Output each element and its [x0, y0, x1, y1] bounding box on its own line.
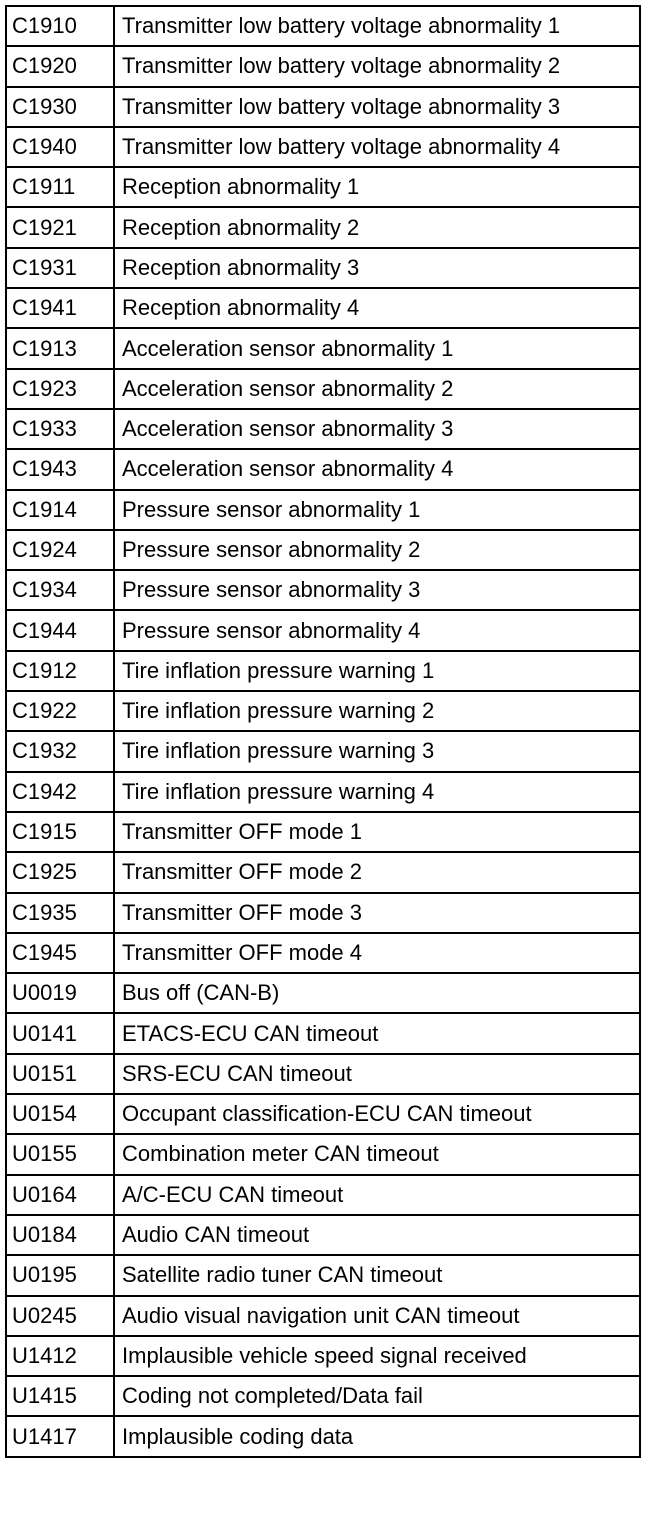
table-row [6, 328, 640, 368]
dtc-code-cell: U0154 [6, 1094, 114, 1134]
dtc-code-cell: U0155 [6, 1134, 114, 1174]
dtc-description-cell: Pressure sensor abnormality 1 [114, 490, 640, 530]
dtc-description-cell: Tire inflation pressure warning 4 [114, 772, 640, 812]
dtc-code-cell: C1945 [6, 933, 114, 973]
table-row [6, 1175, 640, 1215]
table-row [6, 46, 640, 86]
table-row [6, 369, 640, 409]
dtc-description-cell: Tire inflation pressure warning 3 [114, 731, 640, 771]
table-row [6, 127, 640, 167]
dtc-description-cell: Transmitter low battery voltage abnormality 2 [114, 46, 640, 86]
dtc-description-cell: Audio CAN timeout [114, 1215, 640, 1255]
dtc-code-cell: U0151 [6, 1054, 114, 1094]
dtc-code-cell: C1923 [6, 369, 114, 409]
dtc-description-cell: Tire inflation pressure warning 1 [114, 651, 640, 691]
table-row [6, 207, 640, 247]
dtc-code-cell: U1415 [6, 1376, 114, 1416]
dtc-code-cell: U0141 [6, 1013, 114, 1053]
table-row [6, 933, 640, 973]
table-row [6, 1416, 640, 1456]
dtc-description-cell: Tire inflation pressure warning 2 [114, 691, 640, 731]
dtc-description-cell: Coding not completed/Data fail [114, 1376, 640, 1416]
table-row [6, 409, 640, 449]
dtc-code-cell: C1910 [6, 6, 114, 46]
table-row [6, 288, 640, 328]
table-row [6, 893, 640, 933]
dtc-code-cell: C1932 [6, 731, 114, 771]
dtc-code-cell: C1931 [6, 248, 114, 288]
table-row [6, 1094, 640, 1134]
dtc-description-cell: Acceleration sensor abnormality 2 [114, 369, 640, 409]
dtc-description-cell: Occupant classification-ECU CAN timeout [114, 1094, 640, 1134]
dtc-code-cell: C1920 [6, 46, 114, 86]
table-row [6, 167, 640, 207]
dtc-code-cell: C1944 [6, 610, 114, 650]
dtc-description-cell: Transmitter low battery voltage abnormality 3 [114, 87, 640, 127]
dtc-description-cell: Satellite radio tuner CAN timeout [114, 1255, 640, 1295]
dtc-code-cell: C1930 [6, 87, 114, 127]
dtc-description-cell: Transmitter OFF mode 3 [114, 893, 640, 933]
dtc-description-cell: Reception abnormality 3 [114, 248, 640, 288]
dtc-description-cell: ETACS-ECU CAN timeout [114, 1013, 640, 1053]
dtc-code-cell: C1943 [6, 449, 114, 489]
dtc-description-cell: Transmitter low battery voltage abnormality 1 [114, 6, 640, 46]
dtc-description-cell: Transmitter OFF mode 4 [114, 933, 640, 973]
table-row [6, 1255, 640, 1295]
dtc-description-cell: Pressure sensor abnormality 4 [114, 610, 640, 650]
dtc-description-cell: SRS-ECU CAN timeout [114, 1054, 640, 1094]
dtc-description-cell: A/C-ECU CAN timeout [114, 1175, 640, 1215]
dtc-code-cell: C1924 [6, 530, 114, 570]
table-row [6, 87, 640, 127]
dtc-code-cell: C1934 [6, 570, 114, 610]
dtc-code-cell: C1941 [6, 288, 114, 328]
table-row [6, 1134, 640, 1174]
dtc-code-cell: U0184 [6, 1215, 114, 1255]
table-row [6, 449, 640, 489]
table-row [6, 610, 640, 650]
dtc-description-cell: Reception abnormality 1 [114, 167, 640, 207]
dtc-description-cell: Reception abnormality 4 [114, 288, 640, 328]
dtc-code-cell: C1911 [6, 167, 114, 207]
table-row [6, 248, 640, 288]
dtc-description-cell: Transmitter OFF mode 1 [114, 812, 640, 852]
dtc-code-cell: C1933 [6, 409, 114, 449]
table-row [6, 1215, 640, 1255]
table-row [6, 812, 640, 852]
dtc-code-cell: C1921 [6, 207, 114, 247]
dtc-code-cell: U0245 [6, 1296, 114, 1336]
dtc-code-cell: C1915 [6, 812, 114, 852]
table-row [6, 973, 640, 1013]
dtc-description-cell: Acceleration sensor abnormality 1 [114, 328, 640, 368]
dtc-description-cell: Bus off (CAN-B) [114, 973, 640, 1013]
dtc-code-cell: U1417 [6, 1416, 114, 1456]
dtc-description-cell: Acceleration sensor abnormality 4 [114, 449, 640, 489]
dtc-code-cell: C1922 [6, 691, 114, 731]
dtc-description-cell: Acceleration sensor abnormality 3 [114, 409, 640, 449]
table-row [6, 490, 640, 530]
dtc-description-cell: Transmitter low battery voltage abnormality 4 [114, 127, 640, 167]
table-row [6, 1013, 640, 1053]
dtc-table-body [6, 6, 640, 1457]
table-row [6, 731, 640, 771]
table-row [6, 691, 640, 731]
dtc-description-cell: Combination meter CAN timeout [114, 1134, 640, 1174]
dtc-code-cell: C1935 [6, 893, 114, 933]
table-row [6, 1296, 640, 1336]
dtc-description-cell: Implausible coding data [114, 1416, 640, 1456]
table-row [6, 6, 640, 46]
dtc-description-cell: Implausible vehicle speed signal received [114, 1336, 640, 1376]
dtc-code-cell: C1940 [6, 127, 114, 167]
dtc-code-cell: C1912 [6, 651, 114, 691]
dtc-description-cell: Pressure sensor abnormality 2 [114, 530, 640, 570]
dtc-description-cell: Audio visual navigation unit CAN timeout [114, 1296, 640, 1336]
table-row [6, 1376, 640, 1416]
dtc-code-cell: U1412 [6, 1336, 114, 1376]
table-row [6, 1336, 640, 1376]
dtc-code-table [5, 5, 641, 1458]
dtc-code-cell: U0164 [6, 1175, 114, 1215]
dtc-description-cell: Reception abnormality 2 [114, 207, 640, 247]
table-row [6, 1054, 640, 1094]
dtc-description-cell: Transmitter OFF mode 2 [114, 852, 640, 892]
dtc-description-cell: Pressure sensor abnormality 3 [114, 570, 640, 610]
table-row [6, 852, 640, 892]
table-row [6, 651, 640, 691]
dtc-code-cell: C1942 [6, 772, 114, 812]
dtc-code-cell: C1914 [6, 490, 114, 530]
table-row [6, 570, 640, 610]
table-row [6, 530, 640, 570]
dtc-code-cell: U0019 [6, 973, 114, 1013]
table-row [6, 772, 640, 812]
dtc-code-cell: C1925 [6, 852, 114, 892]
dtc-code-cell: C1913 [6, 328, 114, 368]
dtc-code-cell: U0195 [6, 1255, 114, 1295]
